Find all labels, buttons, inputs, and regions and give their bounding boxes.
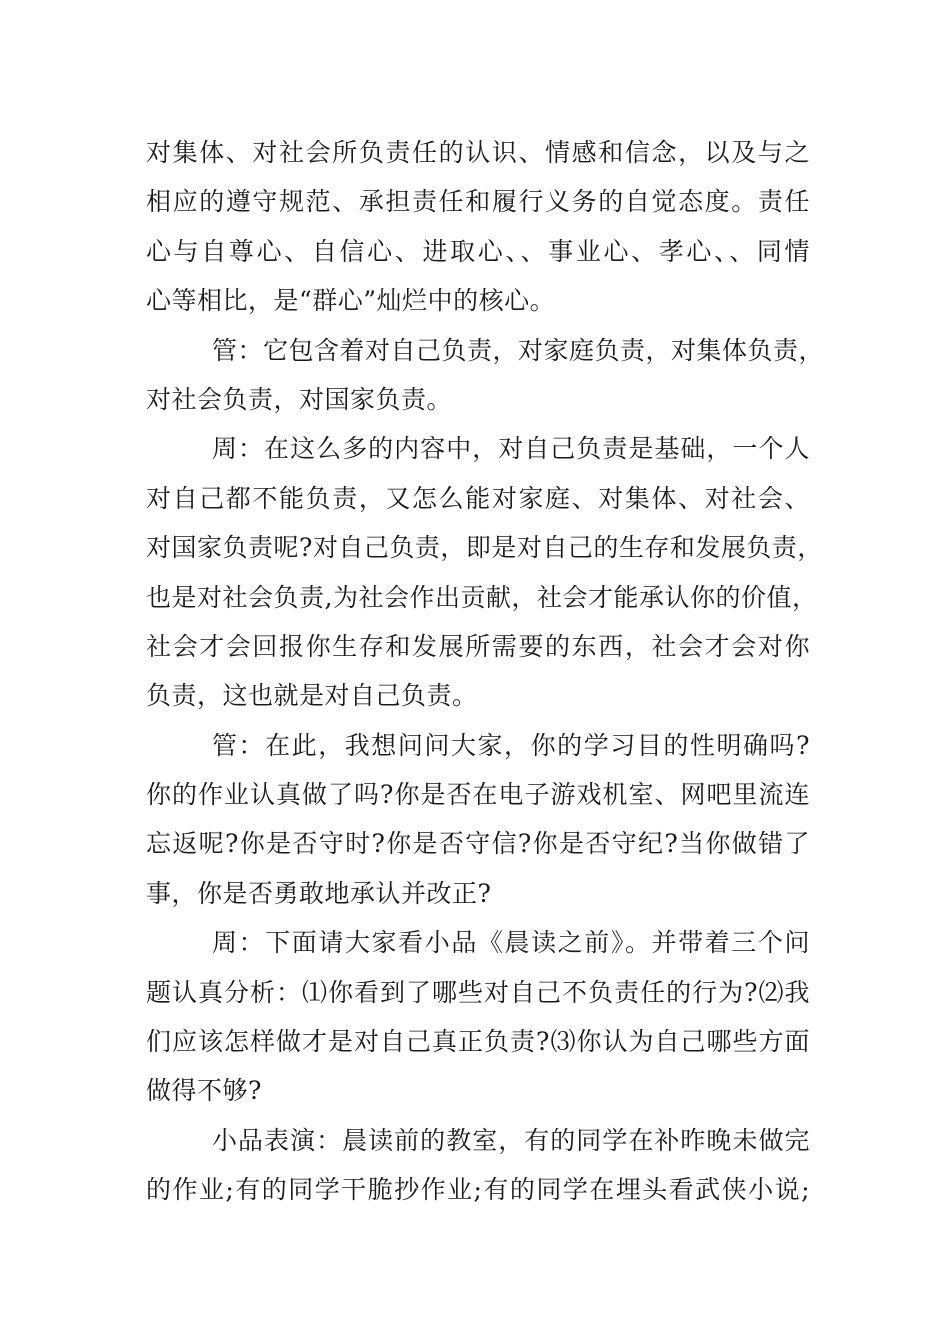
- text-line: 也是对社会负责,为社会作出贡献，社会才能承认你的价值，: [146, 582, 818, 612]
- text-line: 做得不够?: [146, 1076, 262, 1106]
- text-line: 对自己都不能负责，又怎么能对家庭、对集体、对社会、: [146, 483, 810, 513]
- paragraph-5: [146, 918, 810, 1116]
- text-line: 对集体、对社会所负责任的认识、情感和信念，以及与之: [146, 138, 810, 167]
- text-line: 周：下面请大家看小品《晨读之前》。并带着三个问: [212, 928, 810, 958]
- paragraph-4: [146, 721, 810, 919]
- paragraph-2: [146, 326, 825, 425]
- text-line: 你的作业认真做了吗?你是否在电子游戏机室、网吧里流连: [146, 780, 810, 810]
- text-line: 相应的遵守规范、承担责任和履行义务的自觉态度。责任: [146, 187, 810, 217]
- text-line: 心等相比，是“群心”灿烂中的核心。: [146, 286, 556, 316]
- text-line: 对社会负责，对国家负责。: [146, 384, 453, 414]
- paragraph-6: [146, 1116, 810, 1215]
- text-line: 周：在这么多的内容中，对自己负责是基础，一个人: [212, 434, 810, 464]
- paragraph-1: [146, 128, 810, 326]
- document-body: [146, 128, 825, 1215]
- text-line: 社会才会回报你生存和发展所需要的东西，社会才会对你: [146, 631, 810, 661]
- text-line: 管：它包含着对自己负责，对家庭负责，对集体负责，: [212, 335, 825, 365]
- paragraph-3: [146, 424, 823, 720]
- text-line: 负责，这也就是对自己负责。: [146, 681, 478, 711]
- text-line: 心与自尊心、自信心、进取心、、事业心、孝心、、同情: [146, 236, 810, 266]
- text-line: 忘返呢?你是否守时?你是否守信?你是否守纪?当你做错了: [146, 829, 810, 859]
- text-line: 们应该怎样做才是对自己真正负责?⑶你认为自己哪些方面: [146, 1027, 810, 1057]
- text-line: 对国家负责呢?对自己负责，即是对自己的生存和发展负责，: [146, 533, 823, 563]
- text-line: 管：在此，我想问问大家，你的学习目的性明确吗?: [212, 730, 810, 760]
- text-line: 的作业;有的同学干脆抄作业;有的同学在埋头看武侠小说;: [146, 1175, 810, 1205]
- text-line: 题认真分析：⑴你看到了哪些对自己不负责任的行为?⑵我: [146, 977, 810, 1007]
- text-line: 小品表演：晨读前的教室，有的同学在补昨晚未做完: [212, 1125, 810, 1155]
- text-line: 事，你是否勇敢地承认并改正?: [146, 878, 492, 908]
